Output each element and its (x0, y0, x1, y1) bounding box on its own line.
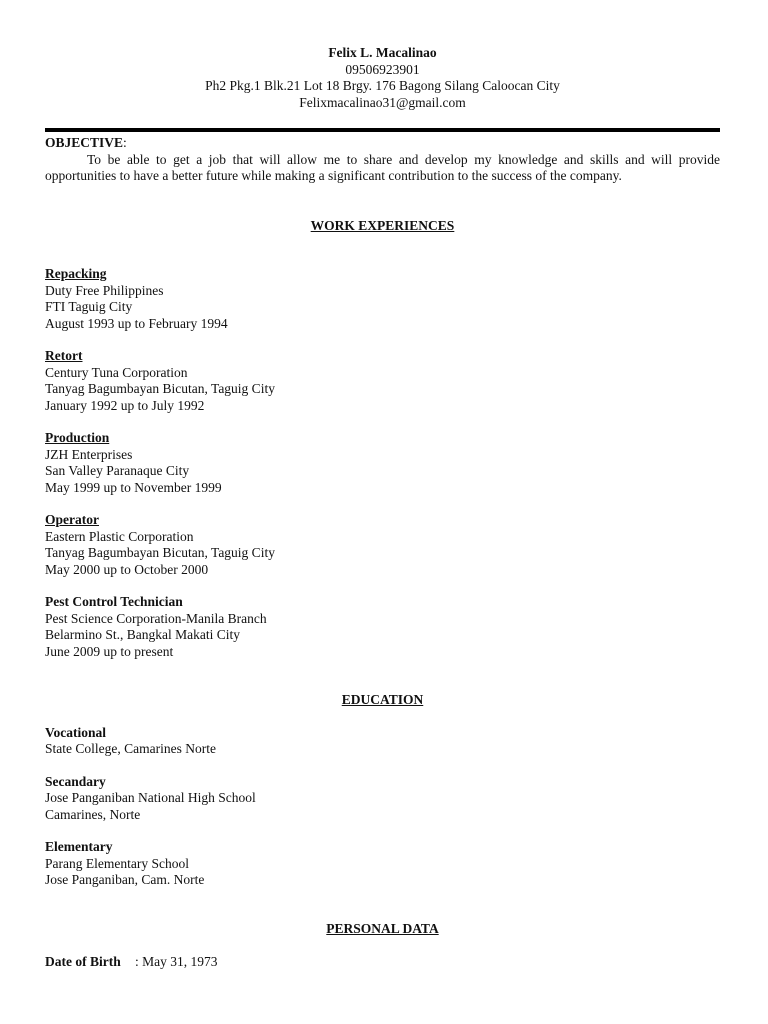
job-entry (45, 594, 720, 660)
job-entry (45, 512, 720, 578)
job-period: May 2000 up to October 2000 (45, 561, 209, 577)
phone-number: 09506923901 (345, 61, 420, 77)
header-divider (45, 128, 720, 132)
date-of-birth-label: Date of Birth (45, 954, 121, 969)
job-location: Tanyag Bagumbayan Bicutan, Taguig City (45, 545, 275, 560)
job-title: Production (45, 430, 110, 445)
objective-text: To be able to get a job that will allow me to share and develop my knowledge and skills and will provide opportunities to have a better future while making a significant contribution to the success of the company. (45, 151, 720, 183)
education-line: Parang Elementary School (45, 855, 189, 871)
education-line: Jose Panganiban National High School (45, 790, 256, 805)
education-level: Vocational (45, 724, 107, 740)
applicant-name: Felix L. Macalinao (328, 45, 437, 60)
job-title: Repacking (45, 266, 107, 281)
job-location: FTI Taguig City (45, 299, 133, 314)
job-company: Duty Free Philippines (45, 282, 164, 298)
job-company: JZH Enterprises (45, 446, 133, 462)
education-level: Elementary (45, 839, 113, 854)
job-company: Century Tuna Corporation (45, 364, 188, 380)
education-entry (45, 725, 720, 758)
job-entry (45, 430, 720, 496)
job-entry (45, 266, 720, 332)
job-period: May 1999 up to November 1999 (45, 479, 222, 495)
job-period: August 1993 up to February 1994 (45, 315, 228, 331)
personal-data-title: PERSONAL DATA (326, 920, 439, 936)
job-title: Retort (45, 348, 83, 363)
job-title: Pest Control Technician (45, 594, 183, 609)
resume-header (45, 0, 720, 111)
education-entry (45, 774, 720, 824)
job-period: January 1992 up to July 1992 (45, 397, 205, 413)
job-location: San Valley Paranaque City (45, 463, 190, 478)
education-line: Jose Panganiban, Cam. Norte (45, 872, 205, 887)
education-line: Camarines, Norte (45, 806, 141, 822)
date-of-birth-row (45, 954, 720, 971)
job-company: Pest Science Corporation-Manila Branch (45, 610, 267, 626)
job-entry (45, 348, 720, 414)
job-company: Eastern Plastic Corporation (45, 528, 194, 544)
objective-colon: : (123, 135, 127, 150)
address: Ph2 Pkg.1 Blk.21 Lot 18 Brgy. 176 Bagong Silang Caloocan City (205, 78, 560, 93)
date-of-birth-value: : May 31, 1973 (135, 954, 218, 969)
objective-label: OBJECTIVE (45, 135, 124, 150)
job-period: June 2009 up to present (45, 643, 174, 659)
email: Felixmacalinao31@gmail.com (299, 94, 466, 110)
education-level: Secandary (45, 773, 106, 789)
education-title: EDUCATION (341, 692, 424, 707)
education-line: State College, Camarines Norte (45, 741, 216, 756)
objective-section (45, 135, 720, 185)
job-title: Operator (45, 512, 99, 527)
resume-page (45, 0, 720, 971)
job-location: Belarmino St., Bangkal Makati City (45, 627, 240, 642)
education-entry (45, 839, 720, 889)
job-location: Tanyag Bagumbayan Bicutan, Taguig City (45, 381, 275, 396)
work-experiences-title: WORK EXPERIENCES (310, 217, 455, 233)
